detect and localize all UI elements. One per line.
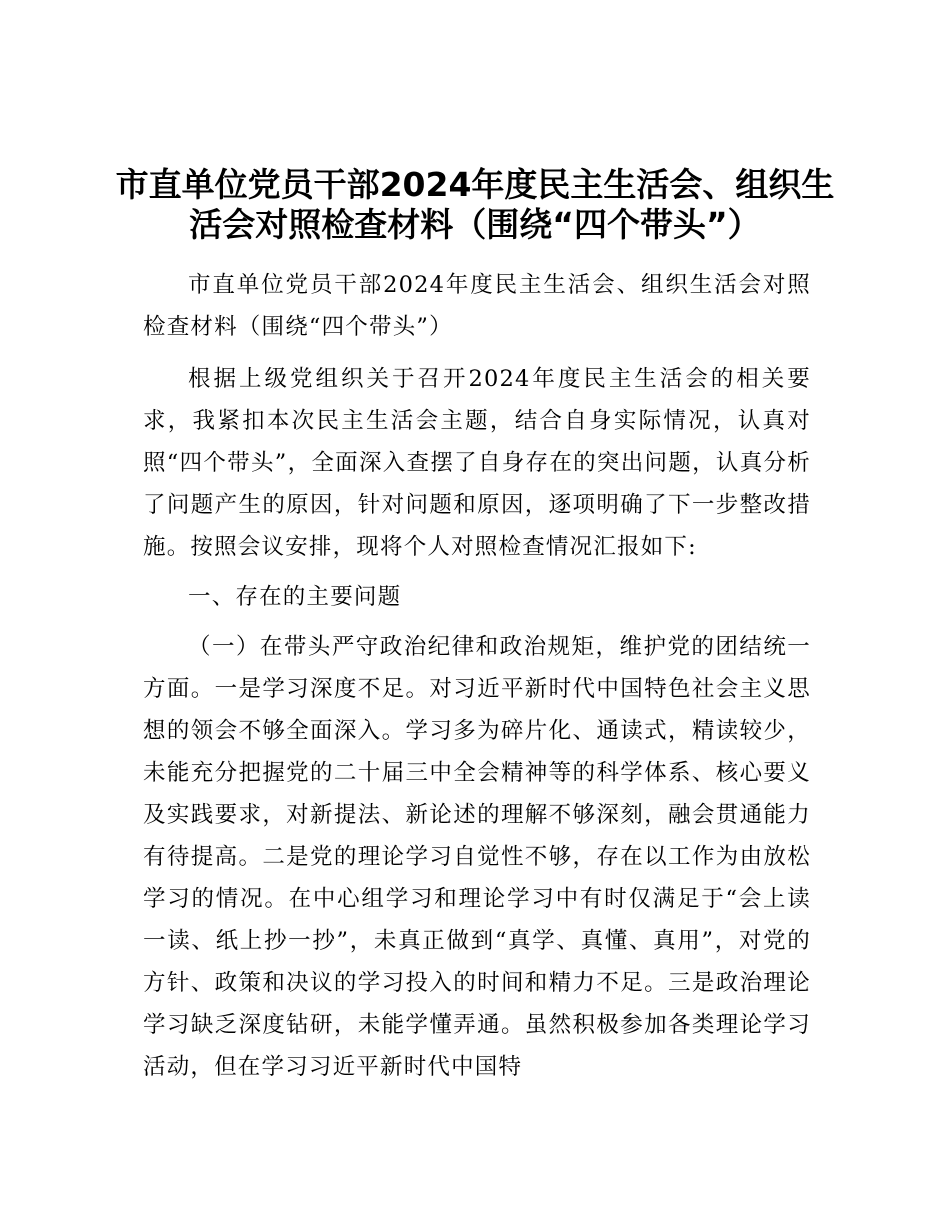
document-body (143, 264, 811, 1088)
subtitle-paragraph: 市直单位党员干部2024年度民主生活会、组织生活会对照检查材料（围绕“四个带头”） (143, 272, 811, 340)
section-heading: 一、存在的主要问题 (188, 584, 402, 610)
document-title: 市直单位党员干部2024年度民主生活会、组织生活会对照检查材料（围绕“四个带头”） (115, 165, 835, 244)
intro-paragraph: 根据上级党组织关于召开2024年度民主生活会的相关要求，我紧扣本次民主生活会主题，结合自身实际情况，认真对照“四个带头”，全面深入查摆了自身存在的突出问题，认真分析了问题产生的原因，针对问题和原因，逐项明确了下一步整改措施。按照会议安排，现将个人对照检查情况汇报如下: (143, 366, 811, 560)
section-paragraph: （一）在带头严守政治纪律和政治规矩，维护党的团结统一方面。一是学习深度不足。对习近平新时代中国特色社会主义思想的领会不够全面深入。学习多为碎片化、通读式，精读较少，未能充分把握党的二十届三中全会精神等的科学体系、核心要义及实践要求，对新提法、新论述的理解不够深刻，融会贯通能力有待提高。二是党的理论学习自觉性不够，存在以工作为由放松学习的情况。在中心组学习和理论学习中有时仅满足于“会上读一读、纸上抄一抄”，未真正做到“真学、真懂、真用”，对党的方针、政策和决议的学习投入的时间和精力不足。三是政治理论学习缺乏深度钻研，未能学懂弄通。虽然积极参加各类理论学习活动，但在学习习近平新时代中国特 (143, 634, 811, 1080)
